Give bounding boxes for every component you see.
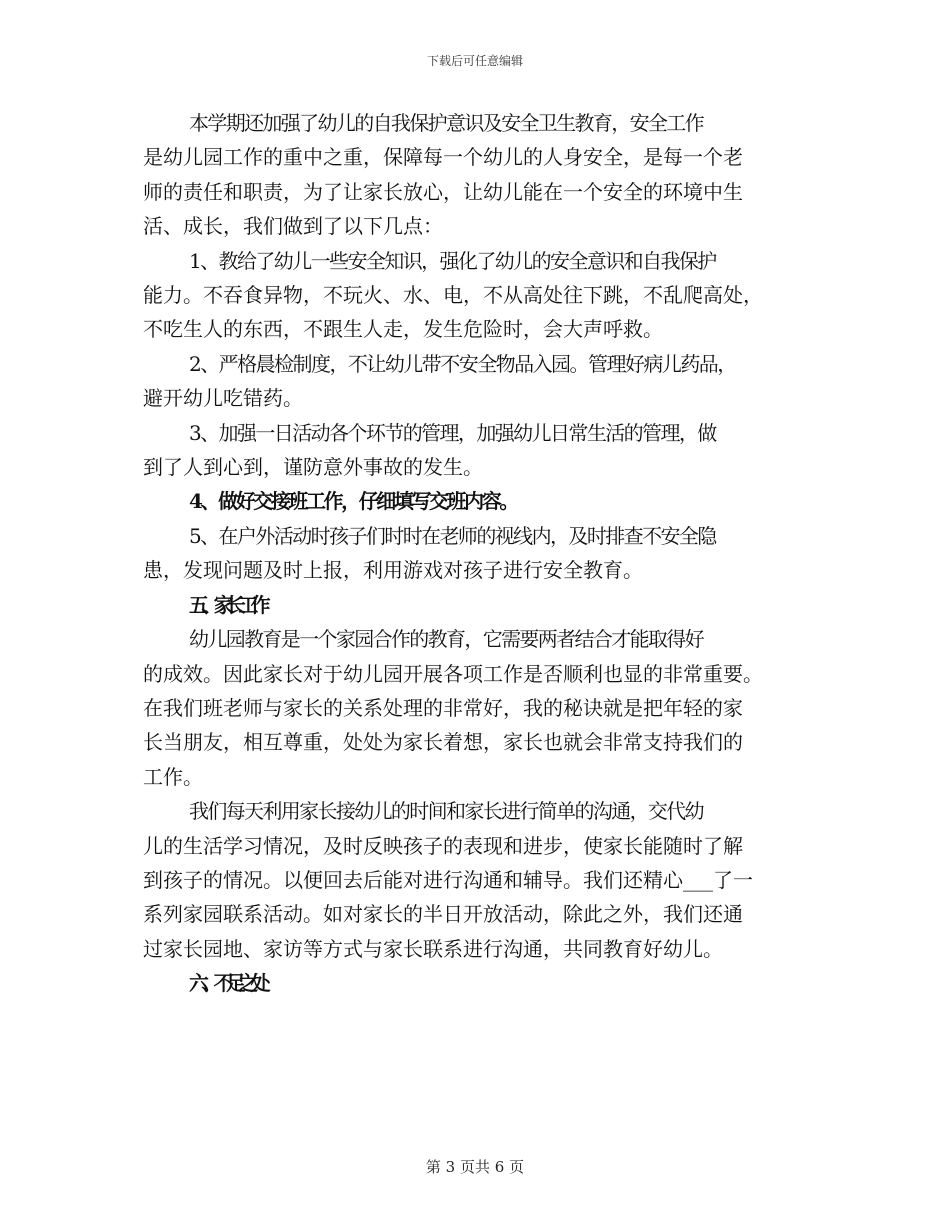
text-line: 活、成长，我们做到了以下几点： bbox=[143, 214, 443, 239]
text-line: 是幼儿园工作的重中之重，保障每一个幼儿的人身安全，是每一个老 bbox=[143, 145, 743, 170]
text-line: 能力。不吞食异物，不玩火、水、电，不从高处往下跳，不乱爬高处， bbox=[143, 283, 763, 308]
text-line: 的成效。因此家长对于幼儿园开展各项工作是否顺利也显的非常重要。 bbox=[143, 661, 763, 686]
section-heading: 4、做好交接班工作，仔细填写交班内容。 bbox=[189, 489, 517, 514]
text-line: 3、加强一日活动各个环节的管理，加强幼儿日常生活的管理，做 bbox=[189, 420, 716, 445]
text-line: 过家长园地、家访等方式与家长联系进行沟通，共同教育好幼儿。 bbox=[143, 936, 723, 961]
text-line: 到了人到心到，谨防意外事故的发生。 bbox=[143, 455, 483, 480]
text-line: 患，发现问题及时上报，利用游戏对孩子进行安全教育。 bbox=[143, 558, 643, 583]
text-line: 师的责任和职责，为了让家长放心，让幼儿能在一个安全的环境中生 bbox=[143, 179, 743, 204]
text-line: 长当朋友，相互尊重，处处为家长着想，家长也就会非常支持我们的 bbox=[143, 730, 743, 755]
section-heading: 五、家长工作 bbox=[189, 592, 263, 617]
text-line: 本学期还加强了幼儿的自我保护意识及安全卫生教育，安全工作 bbox=[189, 111, 703, 135]
text-line: 5、在户外活动时孩子们时时在老师的视线内，及时排查不安全隐 bbox=[189, 523, 716, 548]
text-line: 1、教给了幼儿一些安全知识，强化了幼儿的安全意识和自我保护 bbox=[189, 248, 716, 273]
section-heading: 六、不足之处 bbox=[189, 971, 263, 996]
document-body bbox=[143, 106, 813, 1001]
text-line: 2、严格晨检制度，不让幼儿带不安全物品入园。管理好病儿药品， bbox=[189, 351, 736, 376]
text-line: 不吃生人的东西，不跟生人走，发生危险时，会大声呼救。 bbox=[143, 317, 663, 342]
text-line: 工作。 bbox=[143, 764, 203, 789]
text-line: 到孩子的情况。以便回去后能对进行沟通和辅导。我们还精心___了一 bbox=[143, 867, 753, 892]
text-line: 儿的生活学习情况，及时反映孩子的表现和进步，使家长能随时了解 bbox=[143, 833, 743, 858]
text-line: 避开幼儿吃错药。 bbox=[143, 386, 303, 411]
page-header: 下载后可任意编辑 bbox=[426, 54, 523, 68]
text-line: 系列家园联系活动。如对家长的半日开放活动，除此之外，我们还通 bbox=[143, 902, 743, 927]
text-line: 我们每天利用家长接幼儿的时间和家长进行简单的沟通，交代幼 bbox=[189, 799, 703, 824]
text-line: 在我们班老师与家长的关系处理的非常好，我的秘诀就是把年轻的家 bbox=[143, 695, 743, 720]
page-footer: 第 3 页共 6 页 bbox=[425, 1158, 525, 1176]
text-line: 幼儿园教育是一个家园合作的教育，它需要两者结合才能取得好 bbox=[189, 627, 703, 652]
